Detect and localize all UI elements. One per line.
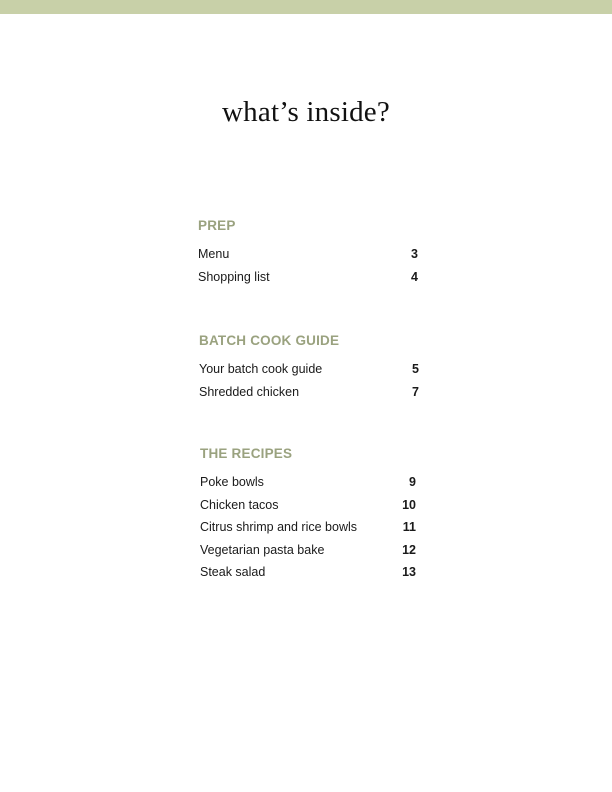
toc-entry-label: Shredded chicken: [199, 384, 300, 399]
toc-entry-page-number: 5: [412, 362, 419, 376]
toc-entry[interactable]: [200, 561, 416, 584]
toc-entry[interactable]: [199, 381, 419, 404]
toc-entry-label: Vegetarian pasta bake: [200, 542, 325, 557]
toc-section-prep: [198, 218, 418, 288]
toc-entry[interactable]: [198, 243, 418, 266]
toc-section-the-recipes: [200, 446, 416, 584]
toc-entry-label: Shopping list: [198, 269, 270, 284]
toc-entry[interactable]: [200, 539, 416, 562]
toc-entry-page-number: 4: [411, 269, 418, 284]
section-heading: PREP: [198, 218, 236, 233]
toc-entry[interactable]: [198, 266, 418, 289]
toc-entry-label: Citrus shrimp and rice bowls: [200, 520, 357, 534]
toc-entry-label: Steak salad: [200, 565, 266, 579]
toc-entry-page-number: 13: [402, 565, 416, 579]
toc-entry-label: Poke bowls: [200, 475, 264, 489]
toc-entry-label: Chicken tacos: [200, 497, 279, 512]
top-color-band: [0, 0, 612, 14]
toc-entry[interactable]: [200, 494, 416, 517]
toc-entry-label: Menu: [198, 247, 230, 261]
toc-entry-page-number: 7: [412, 384, 419, 399]
section-heading: THE RECIPES: [200, 446, 293, 461]
toc-entry-page-number: 3: [411, 247, 418, 261]
toc-entry[interactable]: [199, 358, 419, 381]
toc-entry-page-number: 11: [402, 520, 416, 534]
toc-entry-page-number: 12: [402, 542, 416, 557]
page-title: what’s inside?: [222, 96, 390, 128]
toc-entry-label: Your batch cook guide: [199, 362, 323, 376]
toc-entry-page-number: 9: [409, 475, 416, 489]
toc-entry-page-number: 10: [402, 497, 416, 512]
toc-entry[interactable]: [200, 471, 416, 494]
toc-section-batch-cook-guide: [199, 333, 419, 403]
toc-entry[interactable]: [200, 516, 416, 539]
section-heading: BATCH COOK GUIDE: [199, 333, 340, 348]
